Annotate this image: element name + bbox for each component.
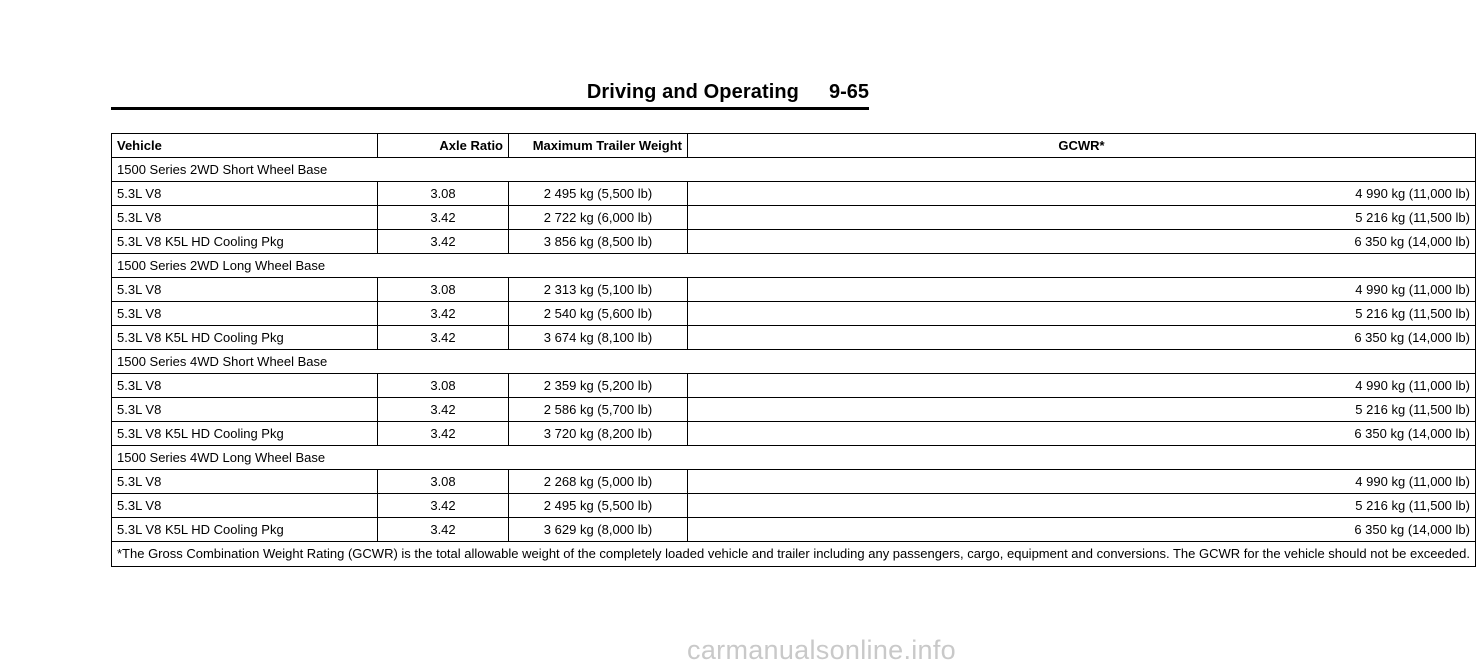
cell-vehicle: 5.3L V8: [112, 398, 378, 422]
cell-gcwr: 4 990 kg (11,000 lb): [688, 374, 1476, 398]
table-row: [112, 422, 1476, 446]
table-row: [112, 206, 1476, 230]
cell-vehicle: 5.3L V8: [112, 182, 378, 206]
cell-gcwr: 6 350 kg (14,000 lb): [688, 518, 1476, 542]
cell-axle-ratio: 3.42: [378, 398, 509, 422]
cell-gcwr: 5 216 kg (11,500 lb): [688, 206, 1476, 230]
cell-vehicle: 5.3L V8 K5L HD Cooling Pkg: [112, 230, 378, 254]
gcwr-footnote: *The Gross Combination Weight Rating (GCWR) is the total allowable weight of the completely loaded vehicle and trailer including any passengers, cargo, equipment and conversions. The GCWR for the vehicle should not be exceeded.: [112, 542, 1476, 567]
group-row: [112, 254, 1476, 278]
cell-max-trailer-weight: 3 674 kg (8,100 lb): [509, 326, 688, 350]
table-body: [112, 158, 1476, 542]
cell-axle-ratio: 3.42: [378, 302, 509, 326]
cell-max-trailer-weight: 2 268 kg (5,000 lb): [509, 470, 688, 494]
cell-max-trailer-weight: 2 495 kg (5,500 lb): [509, 182, 688, 206]
table-row: [112, 494, 1476, 518]
page-header: [111, 80, 869, 110]
cell-vehicle: 5.3L V8 K5L HD Cooling Pkg: [112, 326, 378, 350]
watermark: carmanualsonline.info: [687, 635, 956, 665]
table-row: [112, 326, 1476, 350]
cell-vehicle: 5.3L V8: [112, 278, 378, 302]
cell-gcwr: 5 216 kg (11,500 lb): [688, 494, 1476, 518]
group-label: 1500 Series 2WD Short Wheel Base: [112, 158, 1476, 182]
column-header-max-trailer-weight: Maximum Trailer Weight: [509, 134, 688, 158]
cell-max-trailer-weight: 3 720 kg (8,200 lb): [509, 422, 688, 446]
cell-axle-ratio: 3.42: [378, 206, 509, 230]
table-row: [112, 182, 1476, 206]
cell-gcwr: 4 990 kg (11,000 lb): [688, 278, 1476, 302]
cell-axle-ratio: 3.42: [378, 494, 509, 518]
cell-max-trailer-weight: 2 495 kg (5,500 lb): [509, 494, 688, 518]
group-row: [112, 350, 1476, 374]
cell-max-trailer-weight: 3 856 kg (8,500 lb): [509, 230, 688, 254]
table-row: [112, 374, 1476, 398]
cell-vehicle: 5.3L V8: [112, 302, 378, 326]
cell-axle-ratio: 3.42: [378, 230, 509, 254]
cell-axle-ratio: 3.42: [378, 422, 509, 446]
column-header-vehicle: Vehicle: [112, 134, 378, 158]
cell-gcwr: 6 350 kg (14,000 lb): [688, 326, 1476, 350]
cell-vehicle: 5.3L V8 K5L HD Cooling Pkg: [112, 422, 378, 446]
cell-vehicle: 5.3L V8 K5L HD Cooling Pkg: [112, 518, 378, 542]
cell-max-trailer-weight: 2 540 kg (5,600 lb): [509, 302, 688, 326]
cell-vehicle: 5.3L V8: [112, 206, 378, 230]
page-number: 9-65: [828, 81, 869, 103]
trailer-weight-table: [111, 133, 1476, 567]
table-row: [112, 278, 1476, 302]
cell-vehicle: 5.3L V8: [112, 374, 378, 398]
footnote-row: [112, 542, 1476, 567]
cell-gcwr: 5 216 kg (11,500 lb): [688, 398, 1476, 422]
cell-max-trailer-weight: 2 586 kg (5,700 lb): [509, 398, 688, 422]
table-row: [112, 470, 1476, 494]
cell-axle-ratio: 3.08: [378, 374, 509, 398]
table-header-row: [112, 134, 1476, 158]
cell-axle-ratio: 3.08: [378, 470, 509, 494]
cell-vehicle: 5.3L V8: [112, 470, 378, 494]
table-row: [112, 518, 1476, 542]
cell-gcwr: 4 990 kg (11,000 lb): [688, 182, 1476, 206]
cell-gcwr: 6 350 kg (14,000 lb): [688, 422, 1476, 446]
cell-axle-ratio: 3.42: [378, 326, 509, 350]
cell-axle-ratio: 3.08: [378, 182, 509, 206]
group-label: 1500 Series 2WD Long Wheel Base: [112, 254, 1476, 278]
cell-gcwr: 4 990 kg (11,000 lb): [688, 470, 1476, 494]
group-label: 1500 Series 4WD Short Wheel Base: [112, 350, 1476, 374]
group-row: [112, 446, 1476, 470]
cell-axle-ratio: 3.08: [378, 278, 509, 302]
cell-axle-ratio: 3.42: [378, 518, 509, 542]
column-header-axle-ratio: Axle Ratio: [378, 134, 509, 158]
cell-max-trailer-weight: 3 629 kg (8,000 lb): [509, 518, 688, 542]
group-row: [112, 158, 1476, 182]
cell-max-trailer-weight: 2 359 kg (5,200 lb): [509, 374, 688, 398]
table-row: [112, 398, 1476, 422]
cell-max-trailer-weight: 2 313 kg (5,100 lb): [509, 278, 688, 302]
cell-vehicle: 5.3L V8: [112, 494, 378, 518]
column-header-gcwr: GCWR*: [688, 134, 1476, 158]
cell-gcwr: 6 350 kg (14,000 lb): [688, 230, 1476, 254]
table-row: [112, 302, 1476, 326]
cell-max-trailer-weight: 2 722 kg (6,000 lb): [509, 206, 688, 230]
group-label: 1500 Series 4WD Long Wheel Base: [112, 446, 1476, 470]
table-row: [112, 230, 1476, 254]
section-title: Driving and Operating: [586, 81, 799, 103]
cell-gcwr: 5 216 kg (11,500 lb): [688, 302, 1476, 326]
